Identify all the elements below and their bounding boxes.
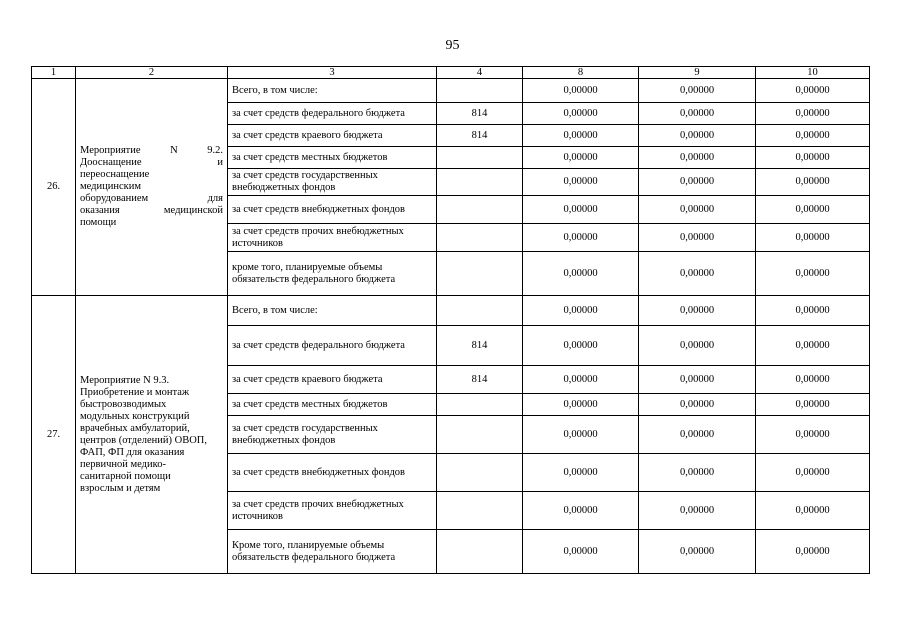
budget-code: 814: [437, 326, 523, 366]
value-col-10: 0,00000: [756, 416, 870, 454]
table-row: [32, 79, 870, 103]
value-col-8: 0,00000: [523, 416, 639, 454]
value-col-10: 0,00000: [756, 103, 870, 125]
value-col-9: 0,00000: [639, 252, 756, 296]
value-col-8: 0,00000: [523, 103, 639, 125]
funding-source: Всего, в том числе:: [228, 296, 437, 326]
table-row: [32, 296, 870, 326]
funding-source: за счет средств местных бюджетов: [228, 147, 437, 169]
value-col-9: 0,00000: [639, 79, 756, 103]
value-col-8: 0,00000: [523, 125, 639, 147]
value-col-10: 0,00000: [756, 326, 870, 366]
funding-source: кроме того, планируемые объемы обязательств федерального бюджета: [228, 252, 437, 296]
value-col-8: 0,00000: [523, 252, 639, 296]
budget-code: [437, 147, 523, 169]
value-col-9: 0,00000: [639, 125, 756, 147]
measure-name-line: переоснащение: [80, 169, 150, 180]
measure-name: [76, 296, 228, 574]
value-col-10: 0,00000: [756, 454, 870, 492]
value-col-8: 0,00000: [523, 530, 639, 574]
header-cell: 9: [639, 67, 756, 79]
budget-code: [437, 196, 523, 224]
row-number: 27.: [32, 296, 76, 574]
value-col-9: 0,00000: [639, 416, 756, 454]
measure-name-line: Приобретение и монтаж: [80, 386, 190, 398]
funding-source: за счет средств прочих внебюджетных источников: [228, 224, 437, 252]
value-col-8: 0,00000: [523, 79, 639, 103]
measure-name-line: центров (отделений) ОВОП,: [80, 434, 208, 446]
budget-code: [437, 169, 523, 196]
measure-name: [76, 79, 228, 296]
measure-name-line: помощи: [80, 217, 117, 228]
value-col-10: 0,00000: [756, 252, 870, 296]
measure-name-line: Дооснащение и: [80, 157, 223, 168]
funding-source: за счет средств федерального бюджета: [228, 326, 437, 366]
budget-code: [437, 296, 523, 326]
row-number: 26.: [32, 79, 76, 296]
value-col-8: 0,00000: [523, 296, 639, 326]
measure-name-line: оборудованием для: [80, 193, 223, 204]
budget-code: [437, 224, 523, 252]
funding-source: за счет средств внебюджетных фондов: [228, 196, 437, 224]
measure-name-line: санитарной помощи: [80, 470, 171, 482]
value-col-10: 0,00000: [756, 125, 870, 147]
funding-source: за счет средств федерального бюджета: [228, 103, 437, 125]
value-col-9: 0,00000: [639, 147, 756, 169]
page-number: 95: [445, 38, 460, 53]
value-col-8: 0,00000: [523, 326, 639, 366]
budget-code: [437, 394, 523, 416]
measure-name-line: первичной медико-: [80, 458, 166, 470]
value-col-10: 0,00000: [756, 196, 870, 224]
funding-source: за счет средств государственных внебюджетных фондов: [228, 169, 437, 196]
value-col-9: 0,00000: [639, 326, 756, 366]
value-col-10: 0,00000: [756, 492, 870, 530]
budget-code: [437, 454, 523, 492]
funding-source: Всего, в том числе:: [228, 79, 437, 103]
value-col-9: 0,00000: [639, 296, 756, 326]
measure-name-line: ФАП, ФП для оказания: [80, 446, 185, 458]
measure-name-line: модульных конструкций: [80, 410, 190, 422]
value-col-9: 0,00000: [639, 394, 756, 416]
value-col-10: 0,00000: [756, 169, 870, 196]
funding-source: за счет средств краевого бюджета: [228, 366, 437, 394]
value-col-9: 0,00000: [639, 492, 756, 530]
value-col-9: 0,00000: [639, 169, 756, 196]
value-col-8: 0,00000: [523, 224, 639, 252]
measure-name-line: быстровозводимых: [80, 398, 167, 410]
measure-name-line: оказания медицинской: [80, 205, 223, 216]
value-col-9: 0,00000: [639, 366, 756, 394]
value-col-10: 0,00000: [756, 296, 870, 326]
header-cell: 4: [437, 67, 523, 79]
value-col-8: 0,00000: [523, 394, 639, 416]
measure-name-line: врачебных амбулаторий,: [80, 422, 190, 434]
measure-name-line: Мероприятие N 9.3.: [80, 374, 170, 386]
funding-source: за счет средств местных бюджетов: [228, 394, 437, 416]
header-cell: 10: [756, 67, 870, 79]
value-col-8: 0,00000: [523, 147, 639, 169]
budget-code: 814: [437, 366, 523, 394]
value-col-9: 0,00000: [639, 103, 756, 125]
value-col-8: 0,00000: [523, 454, 639, 492]
header-cell: 3: [228, 67, 437, 79]
value-col-10: 0,00000: [756, 530, 870, 574]
funding-source: за счет средств краевого бюджета: [228, 125, 437, 147]
header-cell: 8: [523, 67, 639, 79]
budget-code: [437, 530, 523, 574]
value-col-8: 0,00000: [523, 366, 639, 394]
value-col-9: 0,00000: [639, 224, 756, 252]
budget-code: 814: [437, 125, 523, 147]
value-col-10: 0,00000: [756, 224, 870, 252]
header-cell: 2: [76, 67, 228, 79]
value-col-8: 0,00000: [523, 196, 639, 224]
value-col-10: 0,00000: [756, 366, 870, 394]
table-header-row: [32, 67, 870, 79]
value-col-9: 0,00000: [639, 454, 756, 492]
value-col-10: 0,00000: [756, 147, 870, 169]
funding-source: за счет средств прочих внебюджетных источников: [228, 492, 437, 530]
measure-name-line: Мероприятие N 9.2.: [80, 145, 223, 156]
value-col-10: 0,00000: [756, 79, 870, 103]
budget-code: [437, 492, 523, 530]
value-col-9: 0,00000: [639, 196, 756, 224]
measure-name-line: взрослым и детям: [80, 482, 161, 494]
value-col-8: 0,00000: [523, 169, 639, 196]
budget-code: 814: [437, 103, 523, 125]
budget-code: [437, 252, 523, 296]
budget-table: [31, 66, 870, 574]
funding-source: за счет средств внебюджетных фондов: [228, 454, 437, 492]
funding-source: за счет средств государственных внебюджетных фондов: [228, 416, 437, 454]
header-cell: 1: [32, 67, 76, 79]
value-col-10: 0,00000: [756, 394, 870, 416]
budget-code: [437, 416, 523, 454]
value-col-9: 0,00000: [639, 530, 756, 574]
funding-source: Кроме того, планируемые объемы обязательств федерального бюджета: [228, 530, 437, 574]
budget-code: [437, 79, 523, 103]
value-col-8: 0,00000: [523, 492, 639, 530]
measure-name-line: медицинским: [80, 181, 142, 192]
